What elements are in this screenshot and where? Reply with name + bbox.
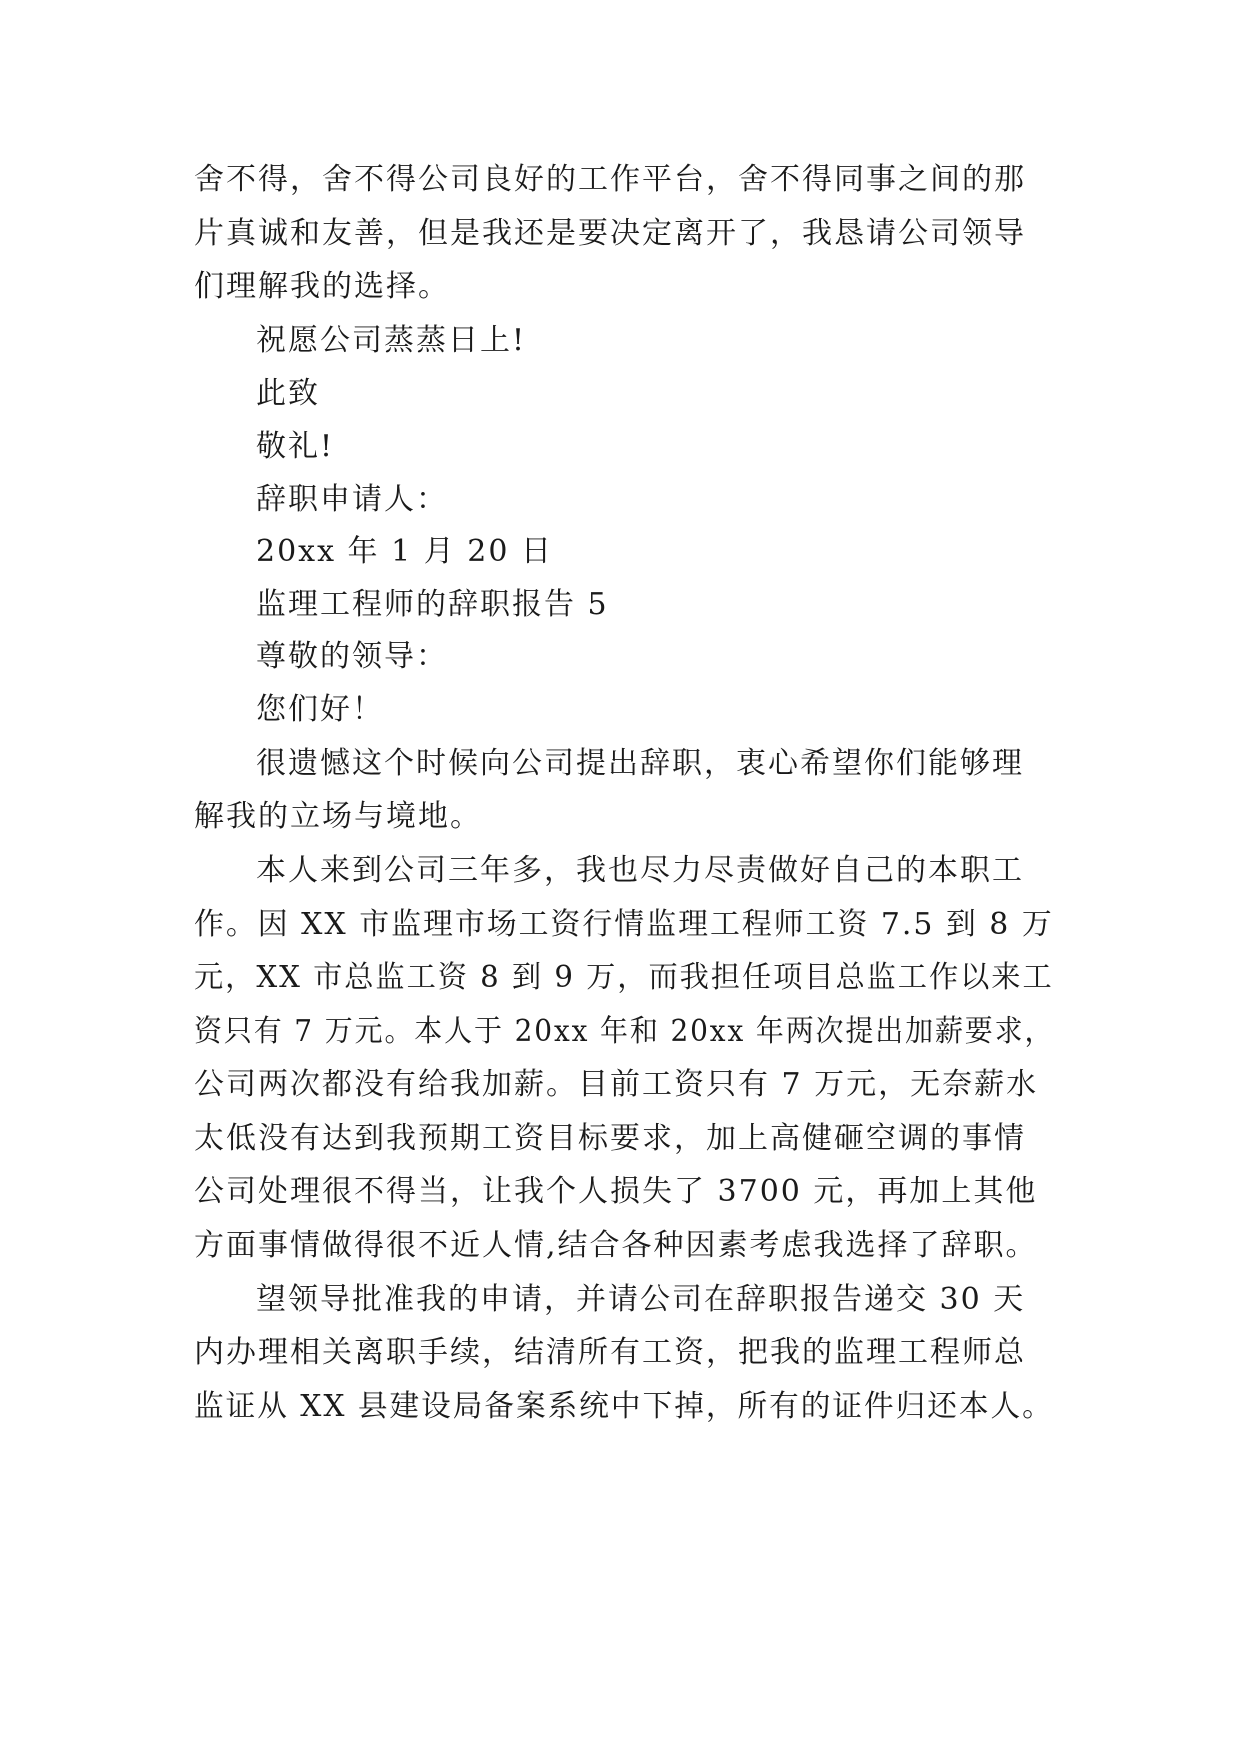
greeting-hello: 您们好！	[256, 692, 384, 727]
text-line: 片真诚和友善，但是我还是要决定离开了，我恳请公司领导	[194, 216, 1026, 251]
text-line: 们理解我的选择。	[194, 269, 450, 304]
text-line: 望领导批准我的申请，并请公司在辞职报告递交 30 天	[256, 1282, 1026, 1317]
text-line: 太低没有达到我预期工资目标要求，加上高健砸空调的事情	[194, 1121, 1026, 1156]
date-line: 20xx 年 1 月 20 日	[256, 534, 553, 569]
text-line: 公司处理很不得当，让我个人损失了 3700 元，再加上其他	[194, 1174, 1038, 1209]
text-line: 内办理相关离职手续，结清所有工资，把我的监理工程师总	[194, 1335, 1026, 1370]
text-line: 舍不得，舍不得公司良好的工作平台，舍不得同事之间的那	[194, 162, 1026, 197]
section-title: 监理工程师的辞职报告 5	[256, 587, 609, 622]
salutation-closing: 此致	[256, 376, 320, 411]
greeting-addressee: 尊敬的领导：	[256, 639, 448, 674]
text-line: 方面事情做得很不近人情,结合各种因素考虑我选择了辞职。	[194, 1228, 1038, 1263]
applicant-label: 辞职申请人：	[256, 482, 448, 517]
text-line: 监证从 XX 县建设局备案系统中下掉，所有的证件归还本人。	[194, 1389, 1054, 1424]
text-line: 元，XX 市总监工资 8 到 9 万，而我担任项目总监工作以来工	[194, 960, 1054, 995]
text-line: 公司两次都没有给我加薪。目前工资只有 7 万元，无奈薪水	[194, 1067, 1039, 1102]
salutation-regards: 敬礼!	[256, 429, 335, 464]
text-line: 本人来到公司三年多，我也尽力尽责做好自己的本职工	[256, 853, 1024, 888]
text-line: 作。因 XX 市监理市场工资行情监理工程师工资 7.5 到 8 万	[194, 907, 1054, 942]
text-line: 资只有 7 万元。本人于 20xx 年和 20xx 年两次提出加薪要求，	[194, 1014, 1055, 1049]
text-line: 解我的立场与境地。	[194, 799, 482, 834]
text-line: 很遗憾这个时候向公司提出辞职，衷心希望你们能够理	[256, 746, 1024, 781]
closing-wish: 祝愿公司蒸蒸日上!	[256, 323, 527, 358]
